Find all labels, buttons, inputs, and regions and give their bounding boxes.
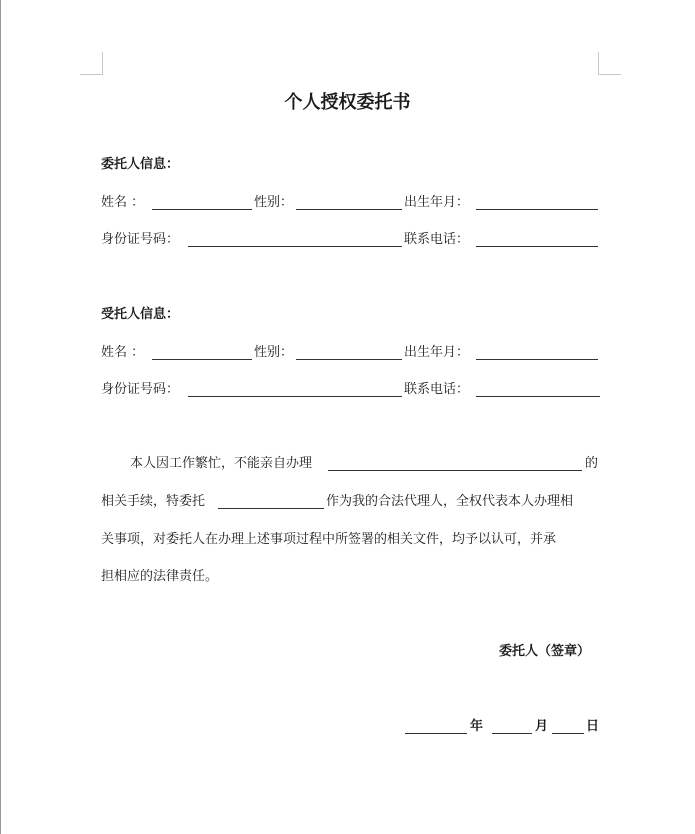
month-blank[interactable] — [492, 733, 532, 734]
agent-id-blank[interactable] — [188, 396, 402, 397]
body-line3-text: 关事项，对委托人在办理上述事项过程中所签署的相关文件，均予以认可，并承 — [101, 532, 557, 547]
agent-heading: 受托人信息： — [101, 307, 180, 322]
year-blank[interactable] — [405, 733, 467, 734]
year-label: 年 — [470, 719, 484, 734]
day-blank[interactable] — [552, 733, 584, 734]
agent-phone-label: 联系电话： — [404, 382, 470, 397]
agent-birth-label: 出生年月： — [404, 345, 470, 360]
document-title: 个人授权委托书 — [284, 92, 411, 113]
principal-gender-blank[interactable] — [296, 209, 402, 210]
principal-gender-label: 性别： — [254, 195, 294, 210]
principal-phone-label: 联系电话： — [404, 232, 470, 247]
principal-phone-blank[interactable] — [476, 246, 598, 247]
body-line2-text: 相关手续，特委托 — [101, 494, 206, 509]
page-left-border — [0, 0, 1, 834]
principal-birth-label: 出生年月： — [404, 195, 470, 210]
margin-corner-top-left — [80, 52, 103, 75]
agent-gender-label: 性别： — [254, 345, 294, 360]
principal-name-blank[interactable] — [152, 209, 252, 210]
agent-name-label: 姓名 ： — [101, 345, 145, 360]
principal-heading: 委托人信息： — [101, 157, 180, 172]
body-line1-text: 本人因工作繁忙，不能亲自办理 — [130, 456, 313, 471]
agent-birth-blank[interactable] — [476, 359, 598, 360]
body-line2-suffix: 作为我的合法代理人，全权代表本人办理相 — [326, 494, 574, 509]
signature-label: 委托人（签章） — [499, 644, 591, 659]
principal-id-label: 身份证号码： — [101, 232, 180, 247]
month-label: 月 — [535, 719, 549, 734]
agent-name-inline-blank[interactable] — [218, 508, 324, 509]
agent-gender-blank[interactable] — [296, 359, 402, 360]
principal-birth-blank[interactable] — [476, 209, 598, 210]
principal-id-blank[interactable] — [188, 246, 402, 247]
body-line1-suffix: 的 — [585, 456, 599, 471]
body-line4-text: 担相应的法律责任。 — [101, 569, 219, 584]
agent-id-label: 身份证号码： — [101, 382, 180, 397]
agent-name-blank[interactable] — [152, 359, 252, 360]
matter-blank[interactable] — [328, 470, 582, 471]
agent-phone-blank[interactable] — [476, 396, 600, 397]
margin-corner-top-right — [598, 52, 621, 75]
day-label: 日 — [586, 719, 600, 734]
principal-name-label: 姓名 ： — [101, 195, 145, 210]
